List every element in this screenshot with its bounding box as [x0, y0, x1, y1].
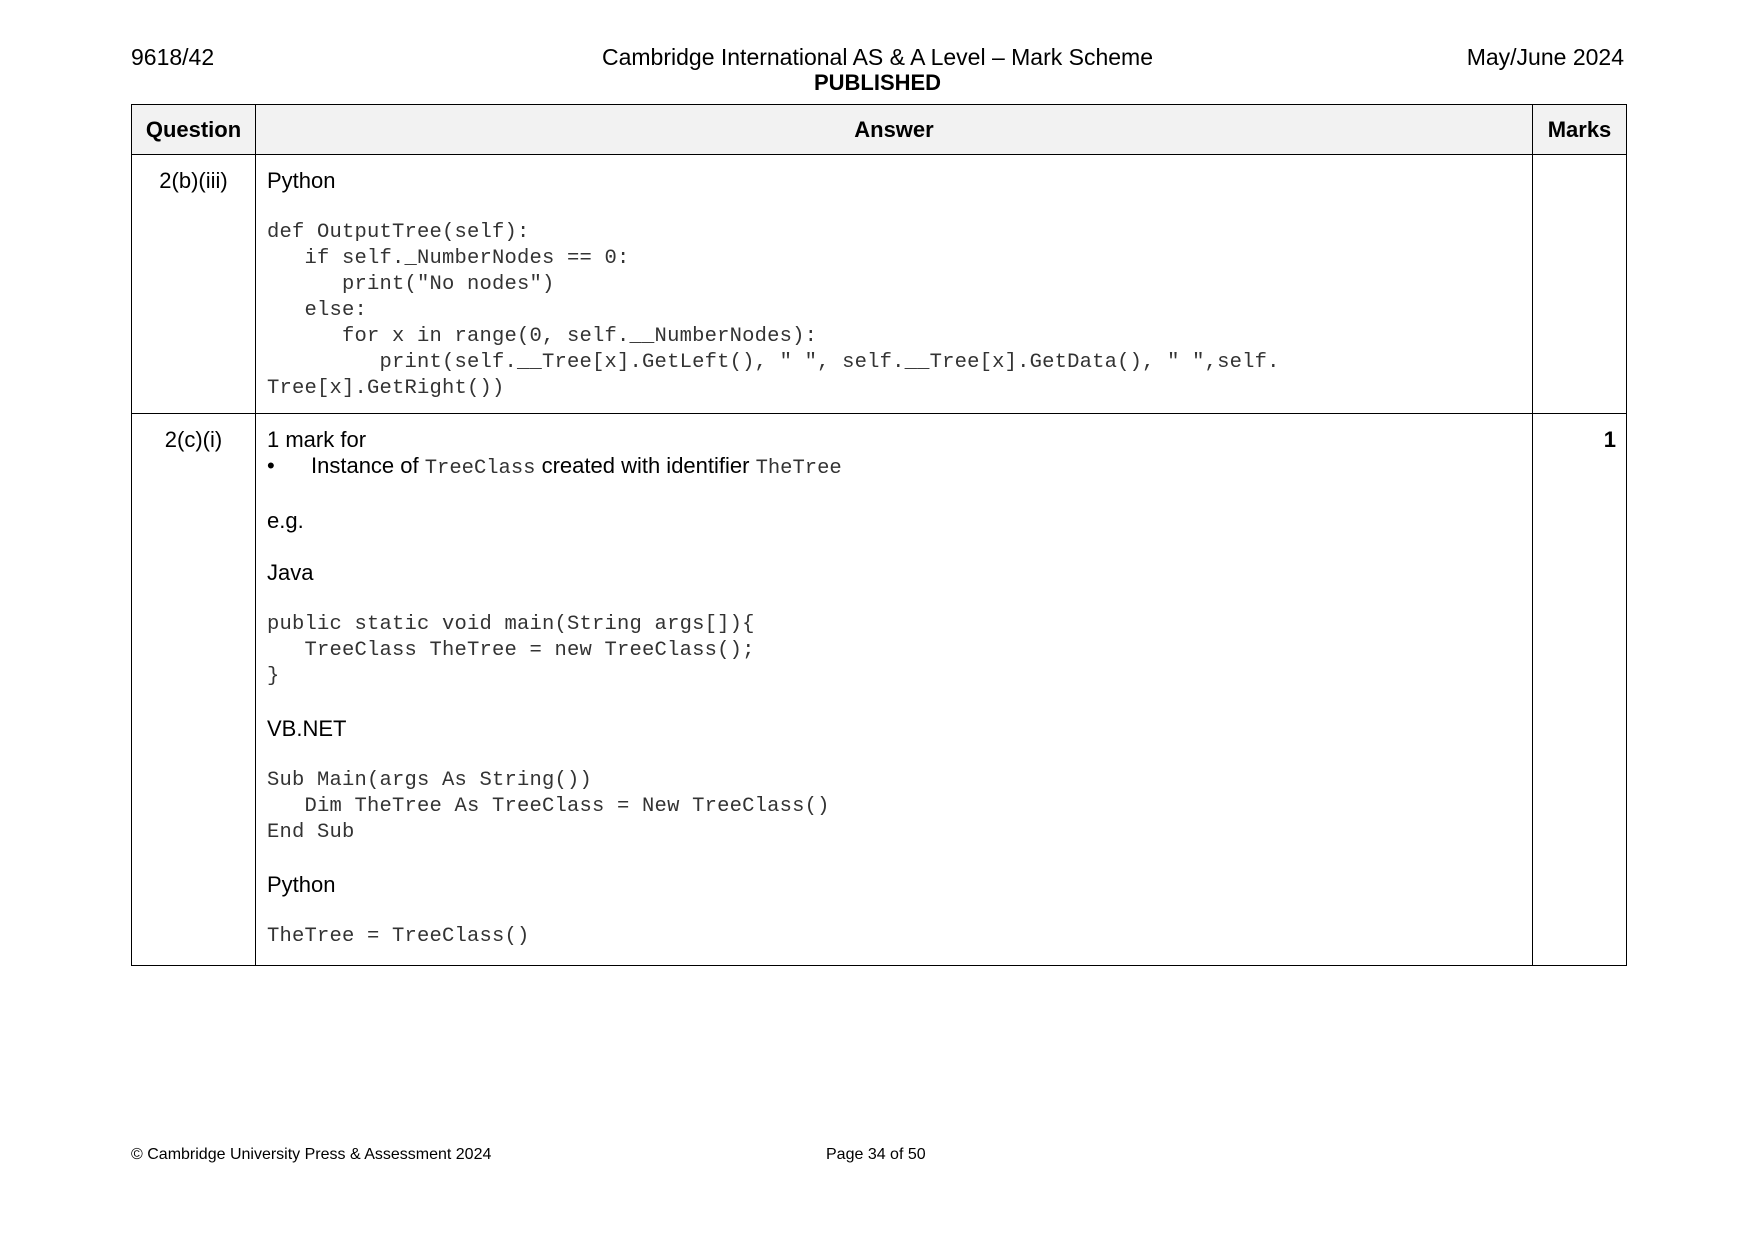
language-label: Python — [267, 168, 336, 193]
question-number: 2(c)(i) — [132, 414, 256, 966]
table-header-row — [132, 105, 1627, 155]
language-label-python: Python — [267, 872, 336, 897]
answer-header: Answer — [256, 105, 1533, 155]
language-label-vbnet: VB.NET — [267, 716, 347, 741]
published-label: PUBLISHED — [813, 70, 942, 95]
question-header: Question — [132, 105, 256, 155]
table-row — [132, 414, 1627, 966]
marks-value: 1 — [1533, 414, 1627, 966]
mark-intro: 1 mark for — [267, 427, 367, 452]
code-block-vbnet: Sub Main(args As String()) Dim TheTree As TreeClass = New TreeClass() End Sub — [267, 769, 830, 844]
language-label-java: Java — [267, 560, 314, 585]
title-text: Cambridge International AS & A Level – Mark Scheme — [601, 44, 1154, 70]
bullet-icon: • — [267, 453, 275, 478]
copyright-notice: © Cambridge University Press & Assessment 2024 — [131, 1146, 492, 1163]
table-row — [132, 155, 1627, 414]
identifier-code: TheTree — [755, 457, 842, 480]
code-block-python: TheTree = TreeClass() — [267, 925, 530, 948]
mark-point-text-2: created with identifier — [535, 453, 756, 478]
example-label: e.g. — [267, 508, 304, 533]
page-number: Page 34 of 50 — [826, 1146, 926, 1163]
code-block-java: public static void main(String args[]){ TreeClass TheTree = new TreeClass(); } — [267, 613, 755, 688]
answer-cell — [256, 155, 1533, 414]
paper-code: 9618/42 — [131, 44, 215, 70]
mark-scheme-table — [131, 104, 1627, 966]
answer-cell — [256, 414, 1533, 966]
class-name-code: TreeClass — [424, 457, 536, 480]
marks-value — [1533, 155, 1627, 414]
exam-session: May/June 2024 — [1466, 44, 1624, 70]
code-block: def OutputTree(self): if self._NumberNodes == 0: print("No nodes") else: for x in range(0, self.__NumberNodes): print(self.__Tree[x].GetLeft(), " ", self.__Tree[x].GetData(), " ",self. Tree[x].GetRight()) — [267, 221, 1280, 400]
marks-header: Marks — [1533, 105, 1627, 155]
mark-point — [267, 453, 1522, 482]
mark-point-text-1: Instance of — [311, 453, 425, 478]
mark-point-text — [311, 453, 842, 482]
question-number: 2(b)(iii) — [132, 155, 256, 414]
